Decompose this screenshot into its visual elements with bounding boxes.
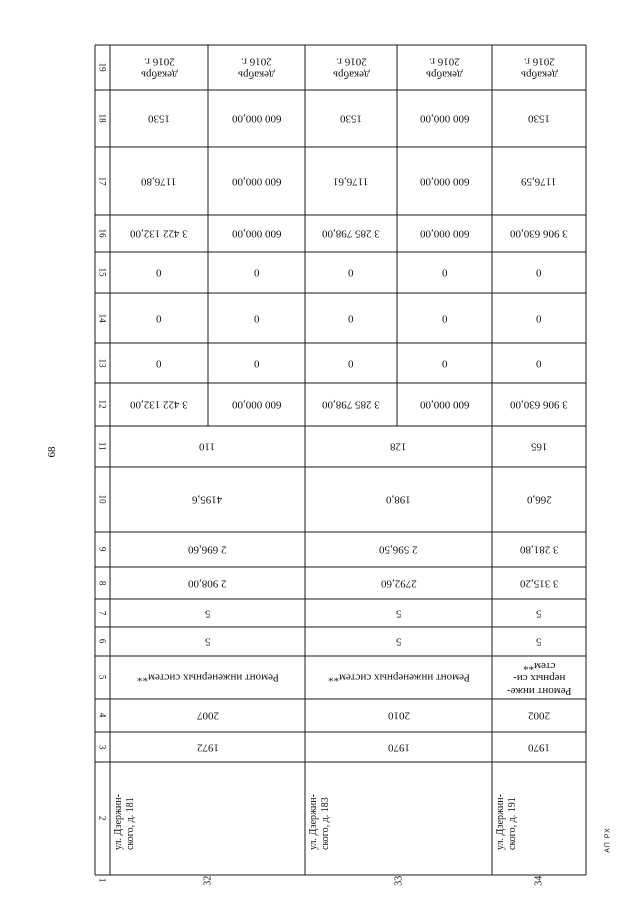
row-34-col-18 xyxy=(492,90,586,147)
row-33-col-3-text: 1970 xyxy=(387,741,410,754)
row-33-part2-col-15 xyxy=(397,252,492,293)
column-number-6 xyxy=(95,627,110,656)
row-33-col-4 xyxy=(305,699,492,732)
row-32-part1-col-13 xyxy=(110,343,208,383)
row-33-col-4-text: 2010 xyxy=(387,709,410,722)
row-32-part2-col-18 xyxy=(208,90,305,147)
column-number-12 xyxy=(95,383,110,426)
row-34-col-4-text: 2002 xyxy=(528,709,550,722)
row-33-part1-col-12-text: 3 285 798,00 xyxy=(322,398,380,411)
row-33-part1-col-12 xyxy=(305,383,397,426)
column-number-14-text: 14 xyxy=(97,313,108,323)
row-32-part2-col-19-text: декабрь 2016 г. xyxy=(238,55,275,81)
row-32-col-9-text: 2 696,60 xyxy=(188,543,227,556)
row-32-part1-col-17-text: 1176,80 xyxy=(141,175,177,188)
row-32-part2-col-13-text: 0 xyxy=(253,357,260,370)
row-32-part2-col-16 xyxy=(208,215,305,252)
row-33-part1-col-18 xyxy=(305,90,397,147)
column-number-18-text: 18 xyxy=(97,114,108,123)
row-32-part1-col-18 xyxy=(110,90,208,147)
row-32-col-10 xyxy=(110,467,305,532)
row-34-col-18-text: 1530 xyxy=(528,112,550,125)
column-number-3-text: 3 xyxy=(97,744,108,750)
row-33-col-6 xyxy=(305,627,492,656)
row-32-part2-col-18-text: 600 000,00 xyxy=(231,112,282,125)
row-32-col-7 xyxy=(110,599,305,627)
row-32-col-5 xyxy=(110,656,305,699)
row-33-part2-col-19 xyxy=(397,45,492,90)
column-number-11-text: 11 xyxy=(97,442,108,451)
column-number-19 xyxy=(95,45,110,90)
row-33-part2-col-14 xyxy=(397,293,492,343)
row-33-col-11-text: 128 xyxy=(390,440,407,453)
row-33-col-5-text: Ремонт инженерных систем** xyxy=(327,671,470,684)
row-32-col-1 xyxy=(110,875,305,887)
row-34-col-13-text: 0 xyxy=(536,357,542,370)
row-34-col-5 xyxy=(492,656,586,699)
column-number-6-text: 6 xyxy=(97,639,108,644)
row-34-col-12 xyxy=(492,383,586,426)
row-33-part1-col-14 xyxy=(305,293,397,343)
row-32-col-7-text: 5 xyxy=(204,607,211,620)
row-32-part2-col-15 xyxy=(208,252,305,293)
column-number-17 xyxy=(95,147,110,215)
row-34-col-17-text: 1176,59 xyxy=(521,175,557,188)
row-34-col-4 xyxy=(492,699,586,732)
row-34-col-6-text: 5 xyxy=(536,635,542,648)
row-33-part2-col-14-text: 0 xyxy=(441,312,448,325)
row-32-col-2 xyxy=(110,762,305,875)
column-number-9-text: 9 xyxy=(97,547,108,552)
row-32-col-8 xyxy=(110,567,305,599)
row-33-col-9-text: 2 596,50 xyxy=(379,543,418,556)
column-number-19-text: 19 xyxy=(97,63,108,72)
row-32-col-10-text: 4195,6 xyxy=(192,493,223,506)
row-33-col-11 xyxy=(305,426,492,467)
row-33-col-10-text: 198,0 xyxy=(386,493,411,506)
column-number-8 xyxy=(95,567,110,599)
column-number-4-text: 4 xyxy=(97,713,108,718)
row-33-part2-col-17-text: 600 000,00 xyxy=(419,175,470,188)
row-33-part1-col-19-text: декабрь 2016 г. xyxy=(332,55,370,81)
row-34-col-10 xyxy=(492,467,586,532)
column-number-15-text: 15 xyxy=(97,268,108,277)
column-number-12-text: 12 xyxy=(97,400,108,409)
row-33-part2-col-19-text: декабрь 2016 г. xyxy=(426,55,463,81)
row-32-col-4 xyxy=(110,699,305,732)
row-34-col-2-text: ул. Дзержин- ского, д. 191 xyxy=(495,794,518,850)
row-34-col-7 xyxy=(492,599,586,627)
row-32-part1-col-15-text: 0 xyxy=(156,266,162,279)
row-34-col-17 xyxy=(492,147,586,215)
row-32-part2-col-16-text: 600 000,00 xyxy=(231,227,282,240)
row-34-col-3 xyxy=(492,732,586,762)
row-33-part1-col-13-text: 0 xyxy=(348,357,354,370)
row-32-part1-col-12-text: 3 422 132,00 xyxy=(130,398,188,411)
row-33-part1-col-14-text: 0 xyxy=(348,312,354,325)
row-32-col-1-text: 32 xyxy=(201,875,213,886)
row-33-col-5 xyxy=(305,656,492,699)
column-number-18 xyxy=(95,90,110,147)
row-34-col-19 xyxy=(492,45,586,90)
column-number-14 xyxy=(95,293,110,343)
column-number-16-text: 16 xyxy=(97,229,108,238)
row-34-col-15 xyxy=(492,252,586,293)
row-33-col-2-text: ул. Дзержин- ского, д. 183 xyxy=(308,794,331,850)
row-32-col-9 xyxy=(110,532,305,567)
row-32-part1-col-15 xyxy=(110,252,208,293)
column-number-5-text: 5 xyxy=(97,675,108,680)
row-32-part2-col-19 xyxy=(208,45,305,90)
row-33-col-1-text: 33 xyxy=(392,875,404,886)
row-32-part1-col-19 xyxy=(110,45,208,90)
row-33-col-8 xyxy=(305,567,492,599)
row-32-part1-col-14 xyxy=(110,293,208,343)
row-34-col-19-text: декабрь 2016 г. xyxy=(520,55,558,81)
row-32-col-5-text: Ремонт инженерных систем** xyxy=(136,671,279,684)
row-33-part2-col-13 xyxy=(397,343,492,383)
column-number-4 xyxy=(95,699,110,732)
column-number-5 xyxy=(95,656,110,699)
row-33-part1-col-17 xyxy=(305,147,397,215)
column-number-2-text: 2 xyxy=(97,816,108,821)
row-33-part2-col-16 xyxy=(397,215,492,252)
row-34-col-15-text: 0 xyxy=(536,266,542,279)
row-34-col-16-text: 3 906 630,00 xyxy=(510,227,568,240)
row-34-col-8-text: 3 315,20 xyxy=(519,577,559,590)
row-32-part1-col-16 xyxy=(110,215,208,252)
row-34-col-9-text: 3 281,80 xyxy=(519,543,559,556)
column-number-17-text: 17 xyxy=(97,176,108,186)
row-32-col-6 xyxy=(110,627,305,656)
row-33-part2-col-17 xyxy=(397,147,492,215)
column-number-8-text: 8 xyxy=(97,580,108,586)
column-number-15 xyxy=(95,252,110,293)
row-32-part1-col-17 xyxy=(110,147,208,215)
row-33-col-8-text: 2792,60 xyxy=(380,577,417,590)
row-33-col-1 xyxy=(305,875,492,887)
row-32-col-3-text: 1972 xyxy=(196,741,219,754)
row-34-col-14 xyxy=(492,293,586,343)
row-32-col-11 xyxy=(110,426,305,467)
column-number-9 xyxy=(95,532,110,567)
row-33-col-7 xyxy=(305,599,492,627)
row-32-part1-col-18-text: 1530 xyxy=(148,112,170,125)
row-32-col-2-text: ул. Дзержин- ского, д. 181 xyxy=(113,794,136,850)
row-34-col-12-text: 3 906 630,00 xyxy=(510,398,568,411)
row-34-col-3-text: 1970 xyxy=(528,741,550,754)
row-32-part1-col-14-text: 0 xyxy=(156,312,162,325)
row-34-col-1-text: 34 xyxy=(533,875,545,886)
row-34-col-9 xyxy=(492,532,586,567)
row-33-part1-col-15 xyxy=(305,252,397,293)
row-32-col-8-text: 2 908,00 xyxy=(188,577,227,590)
row-34-col-16 xyxy=(492,215,586,252)
row-32-part2-col-14-text: 0 xyxy=(253,312,260,325)
row-33-col-2 xyxy=(305,762,492,875)
row-34-col-8 xyxy=(492,567,586,599)
row-34-col-14-text: 0 xyxy=(536,312,542,325)
row-33-part1-col-16 xyxy=(305,215,397,252)
row-34-col-7-text: 5 xyxy=(536,607,542,620)
row-32-part1-col-16-text: 3 422 132,00 xyxy=(130,227,188,240)
row-32-part1-col-19-text: декабрь 2016 г. xyxy=(140,55,178,81)
column-number-10-text: 10 xyxy=(97,495,108,504)
row-33-col-3 xyxy=(305,732,492,762)
row-33-part1-col-17-text: 1176,61 xyxy=(333,175,369,188)
row-33-col-9 xyxy=(305,532,492,567)
row-34-col-1 xyxy=(492,875,586,887)
row-33-part1-col-13 xyxy=(305,343,397,383)
row-32-col-6-text: 5 xyxy=(204,635,211,648)
row-33-part2-col-16-text: 600 000,00 xyxy=(419,227,470,240)
row-32-part2-col-12-text: 600 000,00 xyxy=(231,398,282,411)
row-34-col-10-text: 266,0 xyxy=(526,493,552,506)
row-33-part2-col-15-text: 0 xyxy=(441,266,448,279)
page-number: 68 xyxy=(46,446,58,458)
row-32-part2-col-17-text: 600 000,00 xyxy=(231,175,282,188)
row-33-part2-col-18 xyxy=(397,90,492,147)
row-33-part2-col-18-text: 600 000,00 xyxy=(419,112,470,125)
column-number-7-text: 7 xyxy=(97,610,108,616)
column-number-16 xyxy=(95,215,110,252)
row-34-col-6 xyxy=(492,627,586,656)
row-34-col-11 xyxy=(492,426,586,467)
column-number-13-text: 13 xyxy=(97,358,108,368)
column-number-1 xyxy=(95,875,110,885)
column-number-10 xyxy=(95,467,110,532)
row-32-part2-col-14 xyxy=(208,293,305,343)
row-34-col-2 xyxy=(492,762,586,875)
row-33-col-6-text: 5 xyxy=(395,635,402,648)
row-33-part2-col-12 xyxy=(397,383,492,426)
column-number-11 xyxy=(95,426,110,467)
row-33-part2-col-12-text: 600 000,00 xyxy=(419,398,470,411)
row-32-part1-col-13-text: 0 xyxy=(156,357,162,370)
row-34-col-5-text: Ремонт инже- нерных си- стем** xyxy=(506,659,572,697)
row-32-part2-col-13 xyxy=(208,343,305,383)
row-33-part1-col-19 xyxy=(305,45,397,90)
archive-stamp: АП РХ xyxy=(604,827,612,853)
row-32-part2-col-15-text: 0 xyxy=(253,266,260,279)
row-32-col-11-text: 110 xyxy=(199,440,216,453)
row-32-col-3 xyxy=(110,732,305,762)
column-number-13 xyxy=(95,343,110,383)
row-33-part1-col-16-text: 3 285 798,00 xyxy=(322,227,380,240)
column-number-7 xyxy=(95,599,110,627)
row-32-part2-col-17 xyxy=(208,147,305,215)
column-number-2 xyxy=(95,762,110,875)
column-number-3 xyxy=(95,732,110,762)
row-33-part2-col-13-text: 0 xyxy=(441,357,448,370)
row-33-col-7-text: 5 xyxy=(395,607,402,620)
row-32-col-4-text: 2007 xyxy=(196,709,219,722)
row-33-part1-col-18-text: 1530 xyxy=(340,112,362,125)
row-32-part1-col-12 xyxy=(110,383,208,426)
column-number-1-text: 1 xyxy=(97,877,108,883)
row-34-col-11-text: 165 xyxy=(530,440,548,453)
row-33-part1-col-15-text: 0 xyxy=(348,266,354,279)
row-32-part2-col-12 xyxy=(208,383,305,426)
row-33-col-10 xyxy=(305,467,492,532)
row-34-col-13 xyxy=(492,343,586,383)
